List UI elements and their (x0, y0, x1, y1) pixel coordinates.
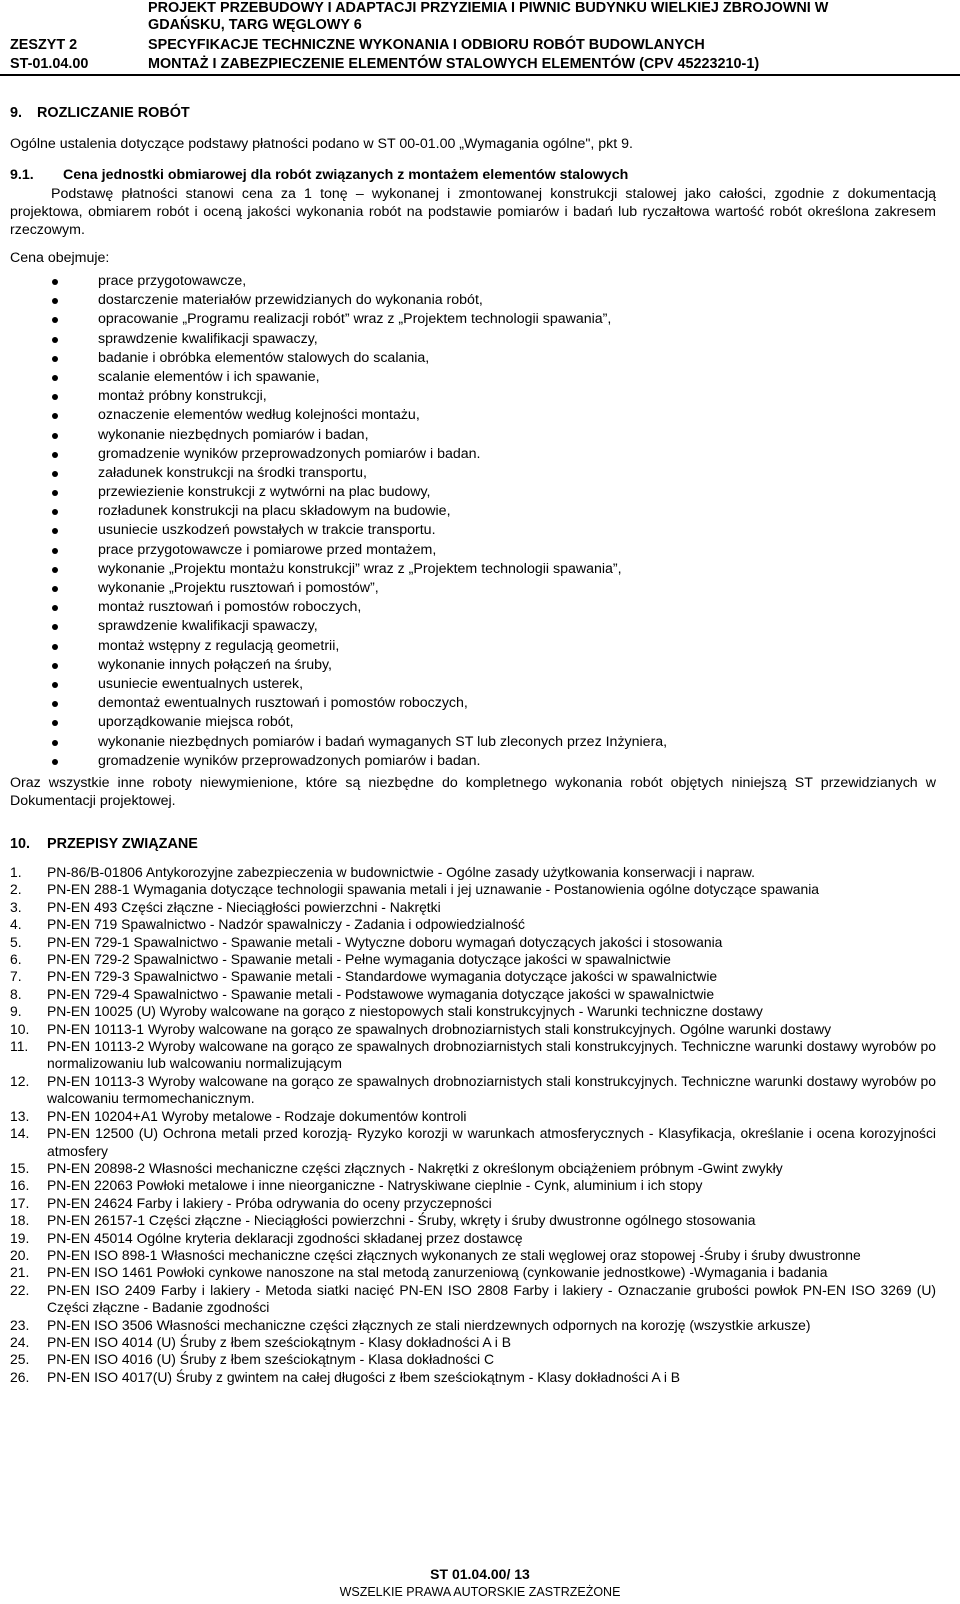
list-item (0, 694, 960, 713)
standard-item (10, 968, 936, 985)
section-9-intro: Ogólne ustalenia dotyczące podstawy płatności podano w ST 00-01.00 „Wymagania ogólne", pkt 9. (10, 136, 633, 152)
list-item-text: prace przygotowawcze, (98, 273, 247, 289)
list-item (0, 349, 960, 368)
bullet-icon (52, 663, 58, 669)
standard-text: PN-EN ISO 2409 Farby i lakiery - Metoda siatki nacięć PN-EN ISO 2808 Farby i lakiery - Oznaczanie grubości powłok PN-EN ISO 3269 (U) Części złączne - Badanie zgodności (47, 1281, 936, 1316)
section-10-title: PRZEPISY ZWIĄZANE (47, 836, 198, 852)
standard-text: PN-EN 10025 (U) Wyroby walcowane na gorąco z niestopowych stali konstrukcyjnych - Warunki techniczne dostawy (47, 1003, 763, 1020)
standard-text: PN-EN 12500 (U) Ochrona metali przed korozją- Ryzyko korozji w warunkach atmosferycznych - Klasyfikacja, określanie i ocena korozyjności atmosfery (47, 1125, 936, 1159)
standard-number: 26. (10, 1368, 30, 1385)
footer-page-number: ST 01.04.00/ 13 (430, 1566, 530, 1582)
spec-subject: MONTAŻ I ZABEZPIECZENIE ELEMENTÓW STALOWYCH ELEMENTÓW (CPV 45223210-1) (148, 56, 760, 72)
standard-item (10, 1177, 936, 1194)
bullet-icon (52, 413, 58, 419)
bullet-icon (52, 701, 58, 707)
standard-item (10, 934, 936, 951)
standard-text: PN-EN 10113-1 Wyroby walcowane na gorąco ze spawalnych drobnoziarnistych stali konstrukcyjnych. Ogólne warunki dostawy (47, 1020, 832, 1037)
standard-item (10, 881, 936, 898)
list-item-text: sprawdzenie kwalifikacji spawaczy, (98, 618, 318, 635)
list-item-text: opracowanie „Programu realizacji robót” wraz z „Projektem technologii spawania”, (98, 311, 612, 328)
standard-item (10, 864, 936, 881)
list-item (0, 406, 960, 425)
list-item-text: gromadzenie wyników przeprowadzonych pomiarów i badan. (98, 752, 481, 769)
list-item (0, 368, 960, 387)
standard-number: 20. (10, 1246, 30, 1263)
standard-text: PN-EN 10113-2 Wyroby walcowane na gorąco ze spawalnych drobnoziarnistych stali konstrukcyjnych. Techniczne warunki dostawy wyrobów po normalizowaniu lub walcowaniu normalizującym (47, 1038, 936, 1072)
list-item-text: badanie i obróbka elementów stalowych do scalania, (98, 349, 430, 366)
list-item-text: rozładunek konstrukcji na placu składowym na budowie, (98, 503, 451, 520)
standard-item (10, 1125, 936, 1160)
list-item-text: montaż rusztowań i pomostów roboczych, (98, 599, 362, 616)
standard-text: PN-EN 729-2 Spawalnictwo - Spawanie metali - Pełne wymagania dotyczące jakości w spawalnictwie (47, 951, 671, 968)
list-item-text: wykonanie „Projektu montażu konstrukcji” wraz z „Projektem technologii spawania”, (98, 560, 622, 577)
list-item-text: scalanie elementów i ich spawanie, (98, 368, 320, 385)
standard-text: PN-EN 729-4 Spawalnictwo - Spawanie metali - Podstawowe wymagania dotyczące jakości w spawalnictwie (47, 985, 715, 1002)
zeszyt-label: ZESZYT 2 (10, 37, 78, 53)
list-item-text: demontaż ewentualnych rusztowań i pomostów roboczych, (98, 695, 468, 712)
standard-number: 24. (10, 1333, 30, 1350)
standard-number: 1. (10, 864, 22, 880)
standard-number: 3. (10, 898, 22, 915)
list-item (0, 521, 960, 540)
list-item (0, 502, 960, 521)
standard-text: PN-EN 24624 Farby i lakiery - Próba odrywania do oceny przyczepności (47, 1194, 492, 1211)
bullet-icon (52, 452, 58, 458)
standard-item (10, 1282, 936, 1317)
list-item-text: usuniecie ewentualnych usterek, (98, 675, 304, 692)
list-item-text: przewiezienie konstrukcji z wytwórni na plac budowy, (98, 484, 431, 501)
list-item (0, 291, 960, 310)
list-item (0, 598, 960, 617)
bullet-icon (52, 356, 58, 362)
bullet-icon (52, 394, 58, 400)
standard-item (10, 1369, 936, 1386)
standard-text: PN-EN 719 Spawalnictwo - Nadzór spawalniczy - Zadania i odpowiedzialność (47, 916, 525, 933)
standard-text: PN-EN ISO 3506 Własności mechaniczne części złącznych ze stali nierdzewnych odpornych na korozję (wszystkie arkusze) (47, 1316, 811, 1333)
standard-text: PN-EN 493 Części złączne - Nieciągłości powierzchni - Nakrętki (47, 898, 441, 915)
list-item (0, 483, 960, 502)
list-item (0, 713, 960, 732)
standard-number: 8. (10, 985, 22, 1002)
standard-text: PN-EN 729-1 Spawalnictwo - Spawanie metali - Wytyczne doboru wymagań dotyczących jakości i stosowania (47, 933, 723, 950)
standard-text: PN-EN 729-3 Spawalnictwo - Spawanie metali - Standardowe wymagania dotyczące jakości w spawalnictwie (47, 968, 718, 985)
list-item (0, 445, 960, 464)
standard-number: 11. (10, 1038, 29, 1055)
standard-number: 5. (10, 933, 22, 950)
list-item (0, 733, 960, 752)
standard-text: PN-EN 26157-1 Części złączne - Nieciągłości powierzchni - Śruby, wkręty i śruby dwustronne ogólnego stosowania (47, 1212, 756, 1229)
standard-item (10, 986, 936, 1003)
standard-item (10, 1351, 936, 1368)
standard-number: 4. (10, 916, 22, 933)
bullet-icon (52, 567, 58, 573)
list-item-text: gromadzenie wyników przeprowadzonych pomiarów i badan. (98, 445, 481, 462)
standard-text: PN-EN ISO 4014 (U) Śruby z łbem sześciokątnym - Klasy dokładności A i B (47, 1333, 511, 1350)
standard-item (10, 1264, 936, 1281)
list-item-text: montaż próbny konstrukcji, (98, 388, 267, 405)
bullet-icon (52, 528, 58, 534)
bullet-icon (52, 624, 58, 630)
standard-text: PN-EN ISO 1461 Powłoki cynkowe nanoszone na stal metodą zanurzeniową (cynkowanie jednostkowe) -Wymagania i badania (47, 1264, 828, 1281)
standard-text: PN-EN 20898-2 Własności mechaniczne części złącznych - Nakrętki z określonym obciążeniem próbnym -Gwint zwykły (47, 1159, 783, 1176)
list-item (0, 675, 960, 694)
bullet-icon (52, 471, 58, 477)
standard-number: 22. (10, 1281, 30, 1298)
list-item (0, 579, 960, 598)
bullet-icon (52, 509, 58, 515)
standard-number: 2. (10, 881, 22, 898)
section-9-title: ROZLICZANIE ROBÓT (37, 105, 190, 121)
standard-item (10, 951, 936, 968)
standard-text: PN-EN 22063 Powłoki metalowe i inne nieorganiczne - Natryskiwane cieplnie - Cynk, aluminium i ich stopy (47, 1177, 703, 1194)
standard-item (10, 916, 936, 933)
standard-number: 19. (10, 1229, 30, 1246)
standard-number: 12. (10, 1072, 30, 1089)
list-item (0, 617, 960, 636)
header-rule (0, 74, 960, 76)
list-item (0, 464, 960, 483)
standard-item (10, 1317, 936, 1334)
section-10-number: 10. (10, 836, 31, 852)
standard-text: PN-EN 45014 Ogólne kryteria deklaracji zgodności składanej przez dostawcę (47, 1229, 523, 1246)
list-item-text: montaż wstępny z regulacją geometrii, (98, 637, 340, 654)
bullet-icon (52, 375, 58, 381)
standards-list (10, 864, 936, 1386)
bullet-icon (52, 317, 58, 323)
list-item (0, 426, 960, 445)
list-item-text: prace przygotowawcze i pomiarowe przed montażem, (98, 541, 437, 558)
section-9-number: 9. (10, 105, 23, 121)
standard-number: 18. (10, 1212, 30, 1229)
list-item (0, 656, 960, 675)
list-item-text: wykonanie „Projektu rusztowań i pomostów”, (98, 580, 379, 596)
standard-number: 7. (10, 968, 22, 985)
list-item (0, 560, 960, 579)
standard-number: 14. (10, 1125, 30, 1142)
standard-item (10, 1160, 936, 1177)
list-item (0, 310, 960, 329)
standard-text: PN-EN ISO 898-1 Własności mechaniczne części złącznych wykonanych ze stali węglowej oraz stopowej -Śruby i śruby dwustronne (47, 1246, 861, 1263)
list-item (0, 330, 960, 349)
list-item-text: wykonanie innych połączeń na śruby, (98, 656, 332, 673)
standard-item (10, 1230, 936, 1247)
standard-number: 9. (10, 1003, 22, 1020)
standard-item (10, 1073, 936, 1108)
footer-copyright: WSZELKIE PRAWA AUTORSKIE ZASTRZEŻONE (339, 1585, 621, 1599)
standard-item (10, 1334, 936, 1351)
standard-number: 23. (10, 1316, 30, 1333)
list-item (0, 752, 960, 771)
cena-obejmuje-label: Cena obejmuje: (10, 250, 110, 266)
standard-item (10, 1247, 936, 1264)
bullet-icon (52, 720, 58, 726)
bullet-icon (52, 682, 58, 688)
standard-item (10, 1021, 936, 1038)
standard-number: 15. (10, 1159, 30, 1176)
list-item-text: usuniecie uszkodzeń powstałych w trakcie transportu. (98, 522, 436, 539)
standard-number: 13. (10, 1107, 30, 1124)
bullet-icon (52, 337, 58, 343)
standard-text: PN-EN ISO 4017(U) Śruby z gwintem na całej długości z łbem sześciokątnym - Klasy dokładności A i B (47, 1368, 681, 1385)
list-item (0, 541, 960, 560)
standard-item (10, 1195, 936, 1212)
standard-text: PN-EN ISO 4016 (U) Śruby z łbem sześciokątnym - Klasa dokładności C (47, 1351, 494, 1368)
standard-text: PN-EN 288-1 Wymagania dotyczące technologii spawania metali i jej uznawanie - Postanowienia ogólne dotyczące spawania (47, 881, 820, 898)
project-title-line1: PROJEKT PRZEBUDOWY I ADAPTACJI PRZYZIEMIA I PIWNIC BUDYNKU WIELKIEJ ZBROJOWNI W (148, 0, 829, 16)
section-9-closing: Oraz wszystkie inne roboty niewymienione, które są niezbędne do kompletnego wykonania robót objętych niniejszą ST przewidzianych w Dokumentacji projektowej. (10, 775, 936, 809)
standard-number: 17. (10, 1194, 30, 1211)
list-item (0, 272, 960, 291)
bullet-icon (52, 644, 58, 650)
standard-number: 21. (10, 1264, 30, 1281)
bullet-icon (52, 279, 58, 285)
bullet-icon (52, 759, 58, 765)
list-item-text: załadunek konstrukcji na środki transportu, (98, 464, 367, 481)
list-item-text: sprawdzenie kwalifikacji spawaczy, (98, 330, 318, 347)
spec-code: ST-01.04.00 (10, 56, 89, 72)
cena-items-list (0, 272, 960, 771)
standard-number: 10. (10, 1020, 30, 1037)
bullet-icon (52, 298, 58, 304)
standard-item (10, 1038, 936, 1073)
bullet-icon (52, 740, 58, 746)
standard-number: 6. (10, 951, 22, 968)
standard-number: 16. (10, 1177, 30, 1194)
list-item-text: dostarczenie materiałów przewidzianych do wykonania robót, (98, 292, 483, 309)
bullet-icon (52, 490, 58, 496)
list-item-text: wykonanie niezbędnych pomiarów i badań wymaganych ST lub zleconych przez Inżyniera, (98, 733, 668, 750)
standard-item (10, 1003, 936, 1020)
standard-item (10, 899, 936, 916)
list-item-text: wykonanie niezbędnych pomiarów i badan, (98, 426, 369, 443)
bullet-icon (52, 605, 58, 611)
standard-item (10, 1212, 936, 1229)
bullet-icon (52, 548, 58, 554)
spec-title: SPECYFIKACJE TECHNICZNE WYKONANIA I ODBIORU ROBÓT BUDOWLANYCH (148, 37, 705, 53)
subsection-9-1-number: 9.1. (10, 167, 34, 183)
standard-text: PN-EN 10204+A1 Wyroby metalowe - Rodzaje dokumentów kontroli (47, 1107, 467, 1124)
standard-text: PN-86/B-01806 Antykorozyjne zabezpieczenia w budownictwie - Ogólne zasady użytkowania konserwacji i napraw. (47, 864, 756, 880)
standard-item (10, 1108, 936, 1125)
subsection-9-1-title: Cena jednostki obmiarowej dla robót związanych z montażem elementów stalowych (63, 167, 629, 183)
list-item (0, 637, 960, 656)
bullet-icon (52, 586, 58, 592)
project-title-line2: GDAŃSKU, TARG WĘGLOWY 6 (148, 17, 362, 33)
list-item (0, 387, 960, 406)
section-9-paragraph: Podstawę płatności stanowi cena za 1 tonę – wykonanej i zmontowanej konstrukcji stalowej jako całości, zgodnie z dokumentacją projektowa, obmiarem robót i oceną jakości wykonania robót na podstawie pomiarów i badań lub ryczałtowa wartość robót określona zakresem rzeczowym. (10, 186, 936, 238)
list-item-text: oznaczenie elementów według kolejności montażu, (98, 407, 420, 424)
standard-number: 25. (10, 1351, 30, 1368)
bullet-icon (52, 433, 58, 439)
list-item-text: uporządkowanie miejsca robót, (98, 714, 294, 731)
standard-text: PN-EN 10113-3 Wyroby walcowane na gorąco ze spawalnych drobnoziarnistych stali konstrukcyjnych. Techniczne warunki dostawy wyrobów po walcowaniu termomechanicznym. (47, 1072, 936, 1107)
